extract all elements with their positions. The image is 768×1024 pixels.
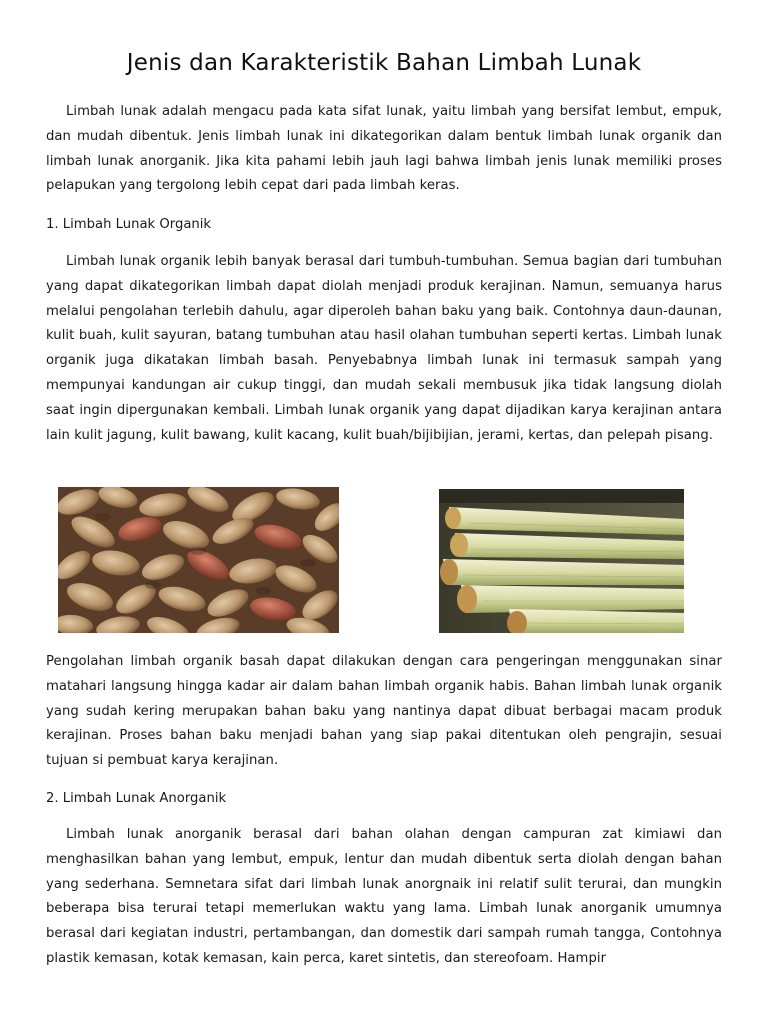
inorganic-paragraph: Limbah lunak anorganik berasal dari bahan olahan dengan campuran zat kimiawi dan menghasilkan bahan yang lembut, empuk, lentur dan mudah dibentuk serta diolah dengan bahan yang sederhana. Semnetara sifat dari limbah lunak anorgnaik ini relatif sulit terurai, dan mungkin beberapa bisa terurai tetapi memerlukan waktu yang lama. Limbah lunak anorganik umumnya berasal dari kegiatan industri, pertambangan, dan domestik dari sampah rumah tangga, Contohnya plastik kemasan, kotak kemasan, kain perca, karet sintetis, dan stereofoam. Hampir bbox=[46, 827, 722, 966]
page-title: Jenis dan Karakteristik Bahan Limbah Lunak bbox=[126, 50, 642, 76]
peanut-shells-image bbox=[58, 487, 339, 633]
organic-paragraph: Limbah lunak organik lebih banyak berasal dari tumbuh-tumbuhan. Semua bagian dari tumbuhan yang dapat dikategorikan limbah dapat diolah menjadi produk kerajinan. Namun, semuanya harus melalui pengolahan terlebih dahulu, agar diperoleh bahan baku yang baik. Contohnya daun-daunan, kulit buah, kulit sayuran, batang tumbuhan atau hasil olahan tumbuhan seperti kertas. Limbah lunak organik juga dikatakan limbah basah. Penyebabnya limbah lunak ini termasuk sampah yang mempunyai kandungan air cukup tinggi, dan mudah sekali membusuk jika tidak langsung diolah saat ingin dipergunakan kembali. Limbah lunak organik yang dapat dijadikan karya kerajinan antara lain kulit jagung, kulit bawang, kulit kacang, kulit buah/bijibijian, jerami, kertas, dan pelepah pisang. bbox=[46, 254, 722, 443]
banana-stems-photo bbox=[439, 489, 684, 633]
section-heading-inorganic: 2. Limbah Lunak Anorganik bbox=[46, 791, 227, 806]
organic-processing-paragraph: Pengolahan limbah organik basah dapat dilakukan dengan cara pengeringan menggunakan sinar matahari langsung hingga kadar air dalam bahan limbah organik habis. Bahan limbah lunak organik yang sudah kering merupakan bahan baku yang nantinya dapat dibuat berbagai macam produk kerajinan. Proses bahan baku menjadi bahan yang siap pakai ditentukan oleh pengrajin, sesuai tujuan si pembuat karya kerajinan. bbox=[46, 654, 722, 769]
peanut-shells-photo bbox=[58, 487, 339, 633]
section-heading-organic: 1. Limbah Lunak Organik bbox=[46, 217, 212, 232]
intro-paragraph: Limbah lunak adalah mengacu pada kata sifat lunak, yaitu limbah yang bersifat lembut, empuk, dan mudah dibentuk. Jenis limbah lunak ini dikategorikan dalam bentuk limbah lunak organik dan limbah lunak anorganik. Jika kita pahami lebih jauh lagi bahwa limbah jenis lunak memiliki proses pelapukan yang tergolong lebih cepat dari pada limbah keras. bbox=[46, 104, 722, 194]
banana-stems-image bbox=[439, 489, 684, 633]
